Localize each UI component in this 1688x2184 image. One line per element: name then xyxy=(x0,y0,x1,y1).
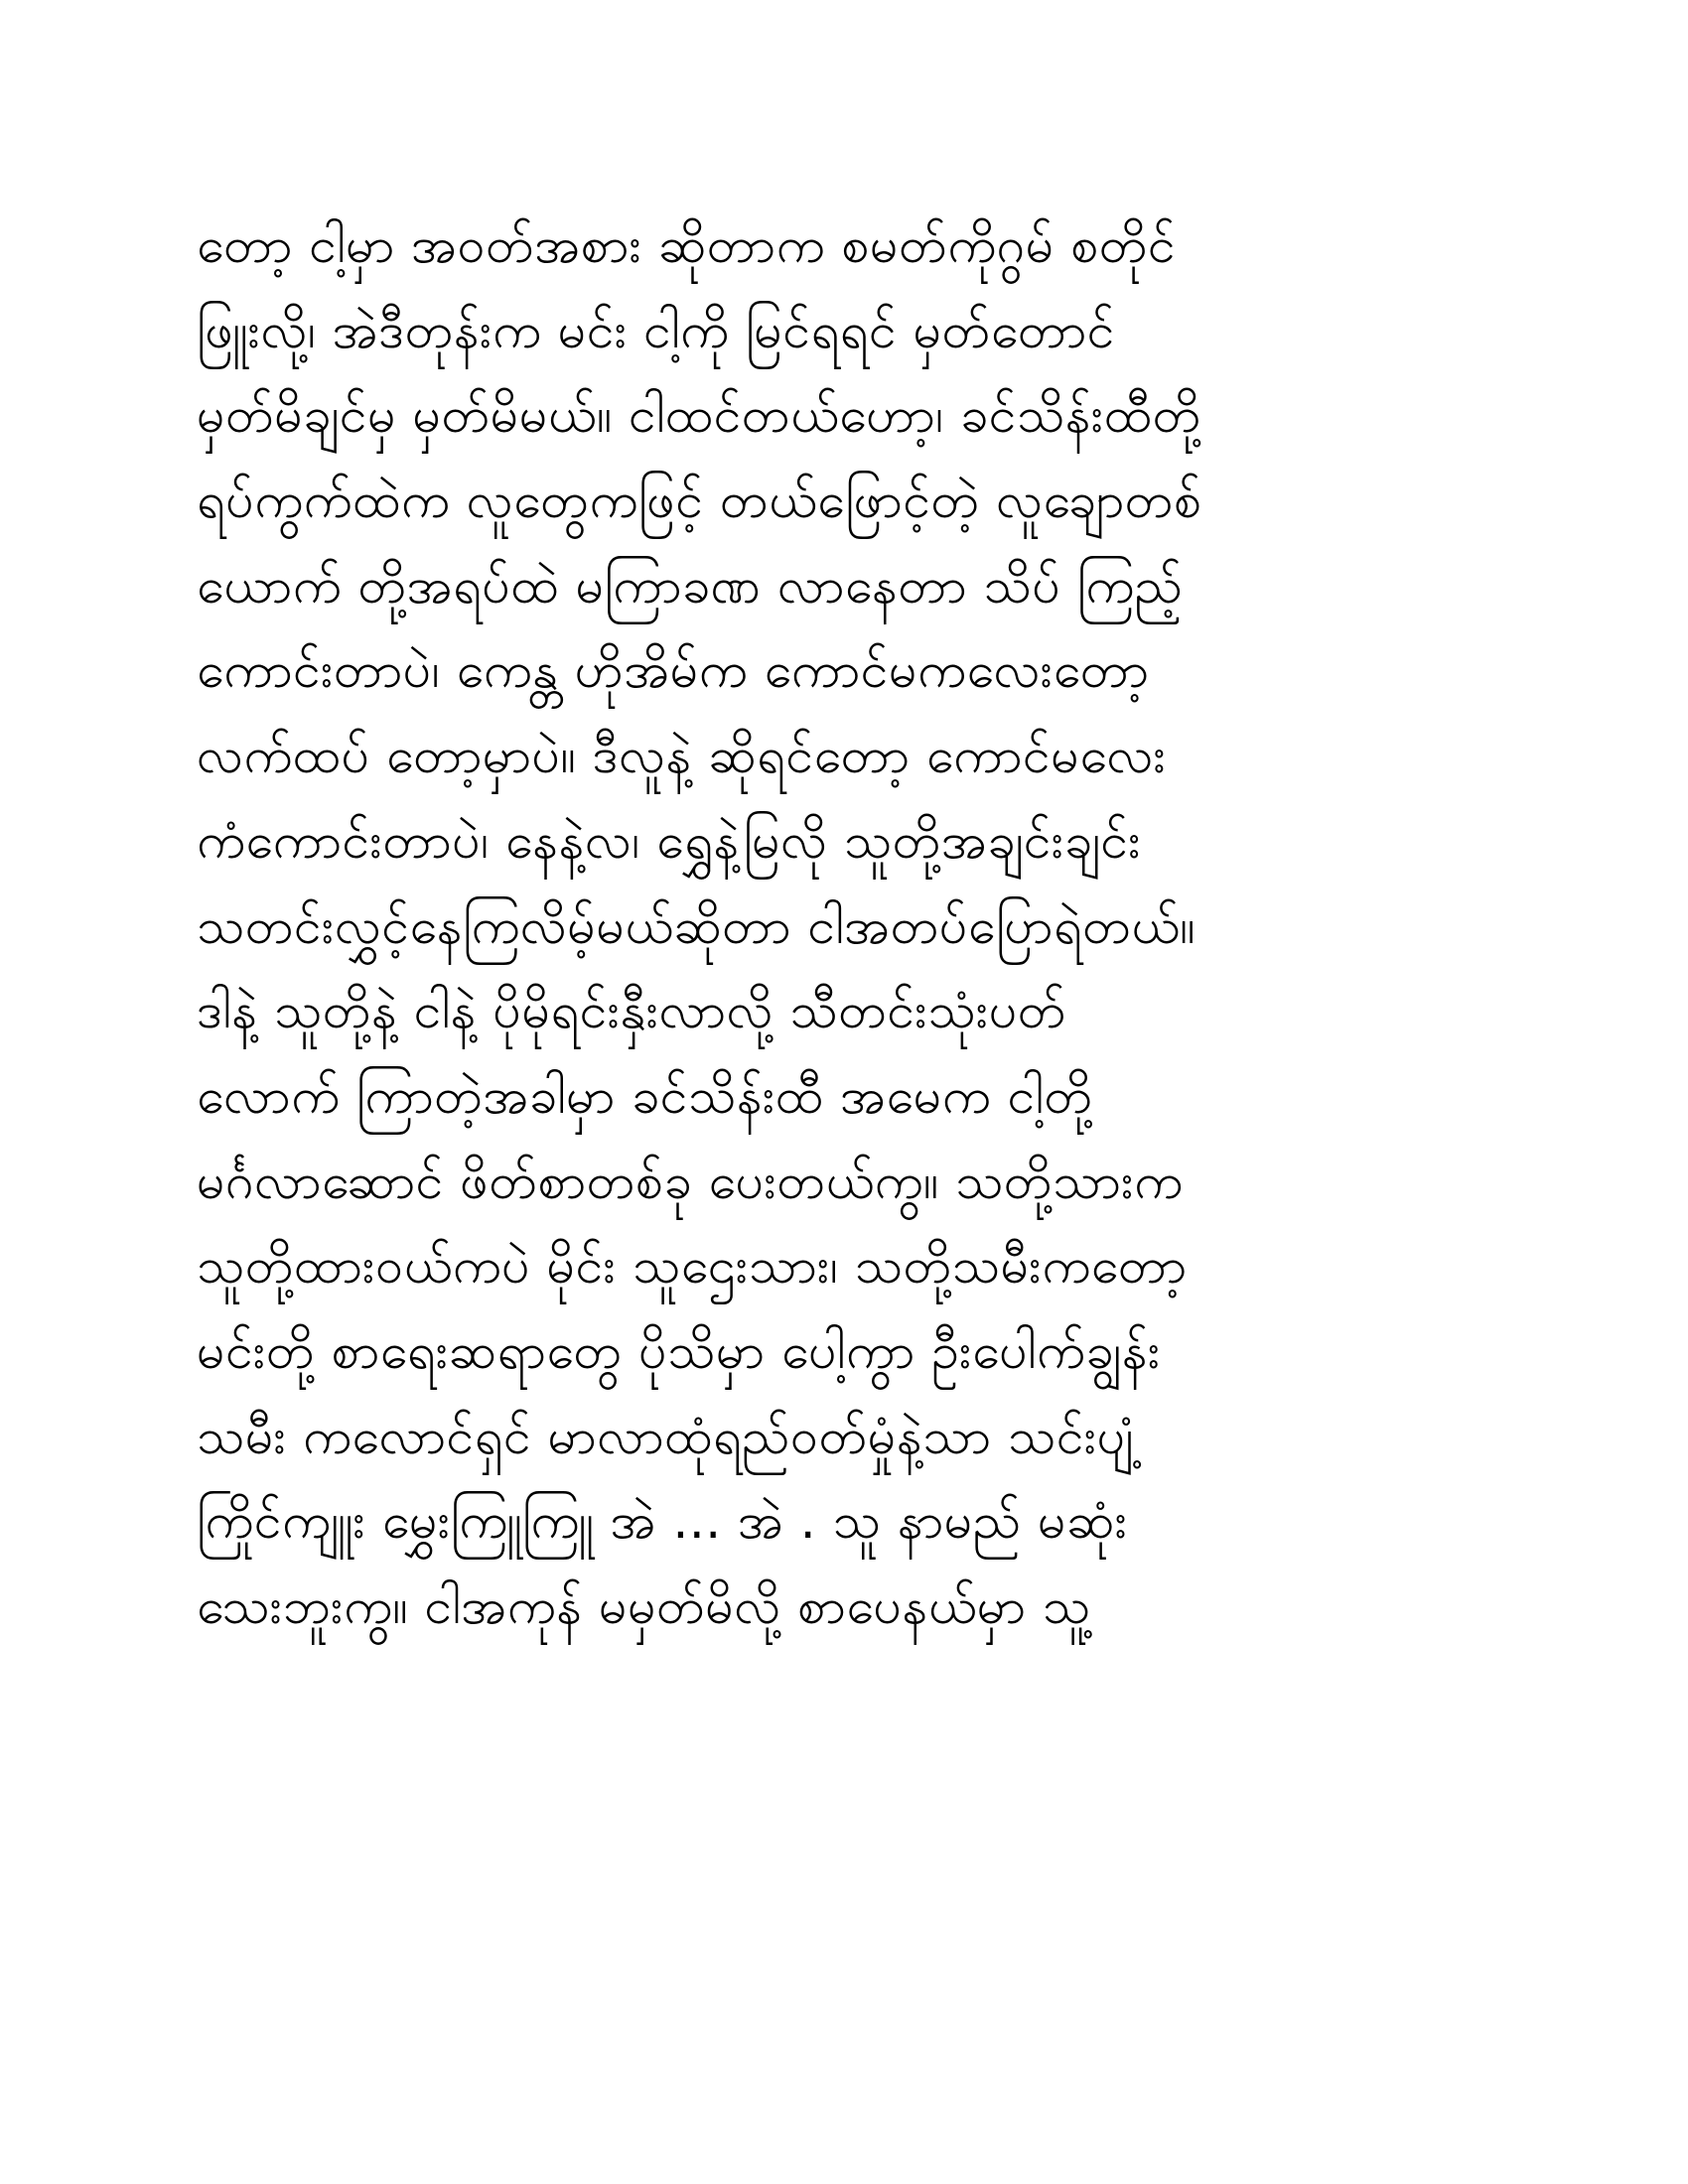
text-line: သူတို့ထားဝယ်ကပဲ မိုင်း သူဌေးသား၊ သတို့သမီးကတော့ xyxy=(197,1237,1188,1296)
text-line: ကြိုင်ကျူး မွှေးကြူကြူ အဲ ... အဲ . သူ နာမည် မဆုံး xyxy=(197,1492,1128,1551)
text-line: ဒါနဲ့ သူတို့နဲ့ ငါနဲ့ ပိုမိုရင်းနှီးလာလို့ သီတင်းသုံးပတ် xyxy=(197,982,1067,1040)
body-text xyxy=(197,204,1487,1650)
text-line: ဖြူးလို့၊ အဲဒီတုန်းက မင်း ငါ့ကို မြင်ရရင် မှတ်တောင် xyxy=(197,301,1115,359)
text-line: ကံကောင်းတာပဲ၊ နေနဲ့လ၊ ရွှေနဲ့မြလို သူတို့အချင်းချင်း xyxy=(197,811,1142,870)
text-line: မင်းတို့ စာရေးဆရာတွေ ပိုသိမှာ ပေါ့ကွာ ဦးပေါက်ချွန်း xyxy=(197,1321,1161,1380)
text-line: ကောင်းတာပဲ၊ ကေန္တ ဟိုအိမ်က ကောင်မကလေးတော့ xyxy=(197,641,1150,700)
text-line: လောက် ကြာတဲ့အခါမှာ ခင်သိန်းထီ အမေက ငါ့တို့ xyxy=(197,1066,1093,1125)
text-line: မင်္ဂလာဆောင် ဖိတ်စာတစ်ခု ပေးတယ်ကွ။ သတို့သားက xyxy=(197,1152,1184,1210)
text-line: သေးဘူးကွ။ ငါအကုန် မမှတ်မိလို့ စာပေနယ်မှာ သူ့ xyxy=(197,1577,1091,1635)
text-line: သမီး ကလောင်ရှင် မာလာထုံရည်ဝတ်မှုံနဲ့သာ သင်းပျံ့ xyxy=(197,1407,1134,1465)
text-line: မှတ်မိချင်မှ မှတ်မိမယ်။ ငါထင်တယ်ဟော့၊ ခင်သိန်းထီတို့ xyxy=(197,386,1201,445)
text-line: ရပ်ကွက်ထဲက လူတွေကဖြင့် တယ်ဖြောင့်တဲ့ လူချောတစ် xyxy=(197,472,1202,530)
text-line: ယောက် တို့အရပ်ထဲ မကြာခဏ လာနေတာ သိပ် ကြည့် xyxy=(197,556,1184,614)
text-line: လက်ထပ် တော့မှာပဲ။ ဒီလူနဲ့ ဆိုရင်တော့ ကောင်မလေး xyxy=(197,727,1167,785)
text-line: တော့ ငါ့မှာ အဝတ်အစား ဆိုတာက စမတ်ကိုဂွမ် စတိုင် xyxy=(197,216,1177,274)
text-line: သတင်းလွှင့်နေကြလိမ့်မယ်ဆိုတာ ငါအတပ်ပြောရဲတယ်။ xyxy=(197,896,1196,955)
